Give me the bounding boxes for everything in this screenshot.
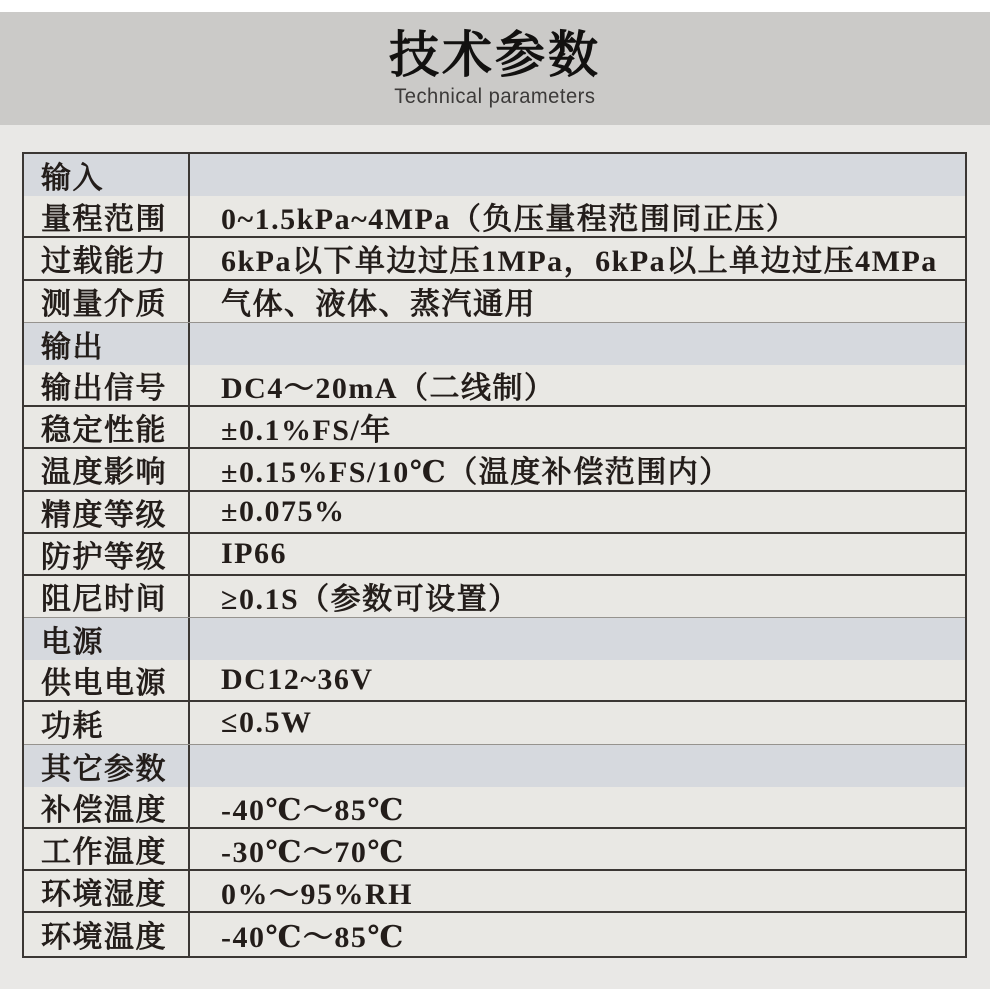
row-label: 阻尼时间 <box>24 576 190 617</box>
title-banner <box>0 12 990 125</box>
table-row <box>24 196 965 238</box>
table-row <box>24 281 965 323</box>
row-label: 电源 <box>24 618 190 660</box>
row-label: 环境湿度 <box>24 871 190 911</box>
table-row <box>24 829 965 871</box>
table-row <box>24 913 965 955</box>
row-label: 输出信号 <box>24 365 190 405</box>
row-label: 功耗 <box>24 702 190 743</box>
row-value: ≥0.1S（参数可设置） <box>221 583 520 617</box>
row-label: 量程范围 <box>24 196 190 236</box>
row-label: 过载能力 <box>24 238 190 278</box>
spec-table <box>22 152 967 958</box>
table-row <box>24 534 965 576</box>
row-value: 气体、液体、蒸汽通用 <box>221 288 536 322</box>
page <box>0 12 990 989</box>
row-value: -40℃～85℃ <box>221 921 405 955</box>
table-row <box>24 154 965 196</box>
table-row <box>24 745 965 787</box>
row-value <box>190 154 965 196</box>
row-label: 温度影响 <box>24 449 190 489</box>
row-value: IP66 <box>221 536 287 570</box>
table-row <box>24 407 965 449</box>
row-value <box>190 618 965 660</box>
table-row <box>24 576 965 618</box>
table-row <box>24 449 965 491</box>
table-row <box>24 238 965 280</box>
row-label: 精度等级 <box>24 492 190 532</box>
row-label: 输出 <box>24 323 190 365</box>
row-label: 工作温度 <box>24 829 190 869</box>
table-row <box>24 618 965 660</box>
row-label: 供电电源 <box>24 660 190 700</box>
row-value: 0%～95%RH <box>221 878 413 912</box>
row-label: 其它参数 <box>24 745 190 787</box>
row-value <box>190 323 965 365</box>
table-row <box>24 702 965 744</box>
table-row <box>24 787 965 829</box>
table-row <box>24 323 965 365</box>
table-row <box>24 871 965 913</box>
row-value: ≤0.5W <box>221 706 313 740</box>
table-row <box>24 365 965 407</box>
row-label: 测量介质 <box>24 281 190 322</box>
row-value: ±0.1%FS/年 <box>221 414 392 448</box>
row-value: ±0.15%FS/10℃（温度补偿范围内） <box>221 456 731 490</box>
row-label: 补偿温度 <box>24 787 190 827</box>
table-row <box>24 492 965 534</box>
table-row <box>24 660 965 702</box>
row-value: ±0.075% <box>221 494 346 528</box>
row-value: DC12~36V <box>221 663 374 697</box>
row-label: 稳定性能 <box>24 407 190 447</box>
row-label: 输入 <box>24 154 190 196</box>
row-value <box>190 745 965 787</box>
row-value: -40℃～85℃ <box>221 793 405 827</box>
page-subtitle: Technical parameters <box>394 85 596 108</box>
row-value: 0~1.5kPa~4MPa（负压量程范围同正压） <box>221 203 798 237</box>
row-value: -30℃～70℃ <box>221 836 405 870</box>
row-label: 防护等级 <box>24 534 190 574</box>
page-title: 技术参数 <box>389 27 601 83</box>
row-label: 环境温度 <box>24 913 190 955</box>
row-value: DC4～20mA（二线制） <box>221 372 556 406</box>
row-value: 6kPa以下单边过压1MPa，6kPa以上单边过压4MPa <box>221 245 938 279</box>
